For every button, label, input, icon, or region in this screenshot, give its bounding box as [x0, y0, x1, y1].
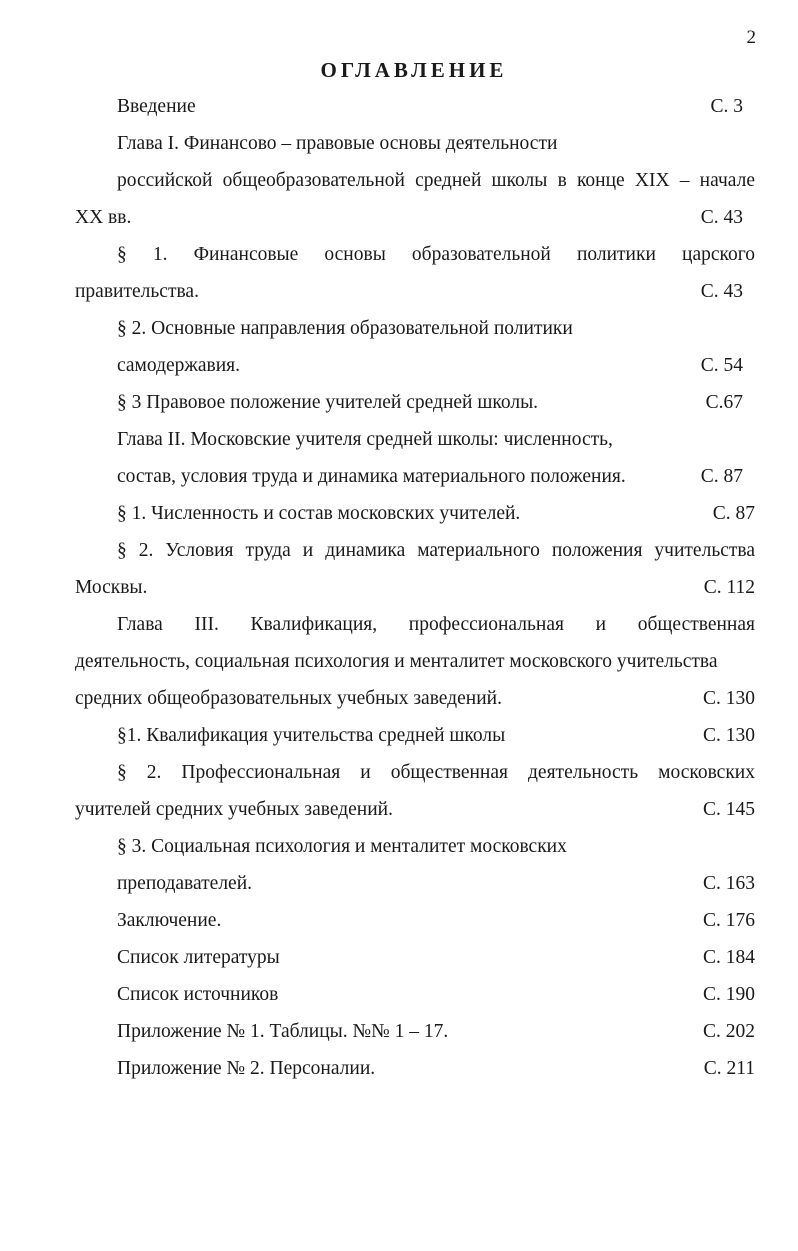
toc-entry-chapter-2-cont	[75, 458, 755, 495]
toc-entry-text: § 2. Условия труда и динамика материального положения учительства	[117, 540, 755, 561]
toc-page-number: С. 43	[700, 207, 743, 228]
toc-page-number: С. 176	[702, 910, 755, 931]
toc-entry-conclusion	[75, 902, 755, 939]
toc-entry-text: Москвы.	[75, 577, 148, 598]
toc-entry-text: Приложение № 1. Таблицы. №№ 1 – 17.	[117, 1021, 449, 1042]
toc-entry-text: § 2. Основные направления образовательной политики	[117, 318, 573, 339]
toc-entry-chapter-3-cont	[75, 643, 755, 680]
toc-entry-chapter-1	[75, 125, 755, 162]
toc-entry-ch1-section-1	[75, 236, 755, 273]
toc-page-number: С. 3	[710, 96, 743, 117]
toc-entry-literature	[75, 939, 755, 976]
toc-entry-ch1-section-2-cont	[75, 347, 755, 384]
toc-entry-text: правительства.	[75, 281, 199, 302]
toc-entry-text: Список источников	[117, 984, 279, 1005]
toc-entry-text: § 3 Правовое положение учителей средней школы.	[117, 392, 539, 413]
toc-entry-chapter-3	[75, 606, 755, 643]
toc-entry-ch3-section-3	[75, 828, 755, 865]
toc-entry-text: средних общеобразовательных учебных заведений.	[75, 688, 502, 709]
toc-entry-text: §1. Квалификация учительства средней школы	[117, 725, 506, 746]
toc-entry-text: XX вв.	[75, 207, 132, 228]
toc-entry-text: Введение	[117, 96, 196, 117]
toc-entry-ch1-section-1-cont	[75, 273, 755, 310]
toc-entry-ch3-section-2-cont	[75, 791, 755, 828]
toc-entry-ch3-section-3-cont	[75, 865, 755, 902]
toc-page-number: С. 163	[702, 873, 755, 894]
toc-entry-chapter-2	[75, 421, 755, 458]
toc-entry-sources	[75, 976, 755, 1013]
toc-entry-intro	[75, 88, 755, 125]
toc-entry-text: § 1. Финансовые основы образовательной политики царского	[117, 244, 755, 265]
toc-page-number: С. 87	[700, 466, 743, 487]
toc-entry-text: преподавателей.	[117, 873, 253, 894]
toc-page-number: С. 43	[700, 281, 743, 302]
toc-entry-text: Глава III. Квалификация, профессиональная и общественная	[117, 614, 755, 635]
toc-page-number: С. 190	[702, 984, 755, 1005]
toc-page-number: С. 54	[700, 355, 743, 376]
toc-entry-text: учителей средних учебных заведений.	[75, 799, 393, 820]
toc-page-number: С. 87	[712, 503, 755, 524]
toc-page-number: С. 145	[702, 799, 755, 820]
toc-entry-chapter-1-cont	[75, 199, 755, 236]
toc-entry-ch3-section-2	[75, 754, 755, 791]
toc-page-number: С. 130	[702, 725, 755, 746]
toc-page-number: С. 211	[703, 1058, 755, 1079]
toc-entry-text: Список литературы	[117, 947, 280, 968]
toc-entry-text: § 2. Профессиональная и общественная деятельность московских	[117, 762, 755, 783]
toc-entry-chapter-1-cont	[75, 162, 755, 199]
toc-page-number: С. 112	[703, 577, 755, 598]
toc-entry-ch2-section-2-cont	[75, 569, 755, 606]
toc-page-number: С. 202	[702, 1021, 755, 1042]
toc-entry-ch3-section-1	[75, 717, 755, 754]
toc-page-number: С. 130	[702, 688, 755, 709]
toc-entry-text: российской общеобразовательной средней школы в конце XIX – начале	[117, 170, 755, 191]
toc-entry-chapter-3-cont	[75, 680, 755, 717]
toc-entry-text: Глава II. Московские учителя средней школы: численность,	[117, 429, 613, 450]
toc-entry-ch2-section-1	[75, 495, 755, 532]
toc-entry-ch1-section-3	[75, 384, 755, 421]
toc-entry-text: состав, условия труда и динамика материального положения.	[117, 466, 626, 487]
toc-page-number: С.67	[705, 392, 743, 413]
toc-entry-text: Приложение № 2. Персоналии.	[117, 1058, 376, 1079]
toc-entry-appendix-2	[75, 1050, 755, 1087]
table-of-contents	[75, 88, 755, 1087]
toc-entry-text: самодержавия.	[117, 355, 241, 376]
toc-entry-text: Глава I. Финансово – правовые основы деятельности	[117, 133, 558, 154]
toc-entry-text: Заключение.	[117, 910, 222, 931]
page-title: ОГЛАВЛЕНИЕ	[320, 58, 508, 82]
toc-entry-ch1-section-2	[75, 310, 755, 347]
toc-page-number: С. 184	[702, 947, 755, 968]
page-number: 2	[746, 27, 756, 48]
toc-entry-text: § 3. Социальная психология и менталитет московских	[117, 836, 567, 857]
toc-entry-text: § 1. Численность и состав московских учителей.	[117, 503, 521, 524]
toc-entry-text: деятельность, социальная психология и менталитет московского учительства	[75, 651, 718, 672]
toc-entry-ch2-section-2	[75, 532, 755, 569]
toc-entry-appendix-1	[75, 1013, 755, 1050]
